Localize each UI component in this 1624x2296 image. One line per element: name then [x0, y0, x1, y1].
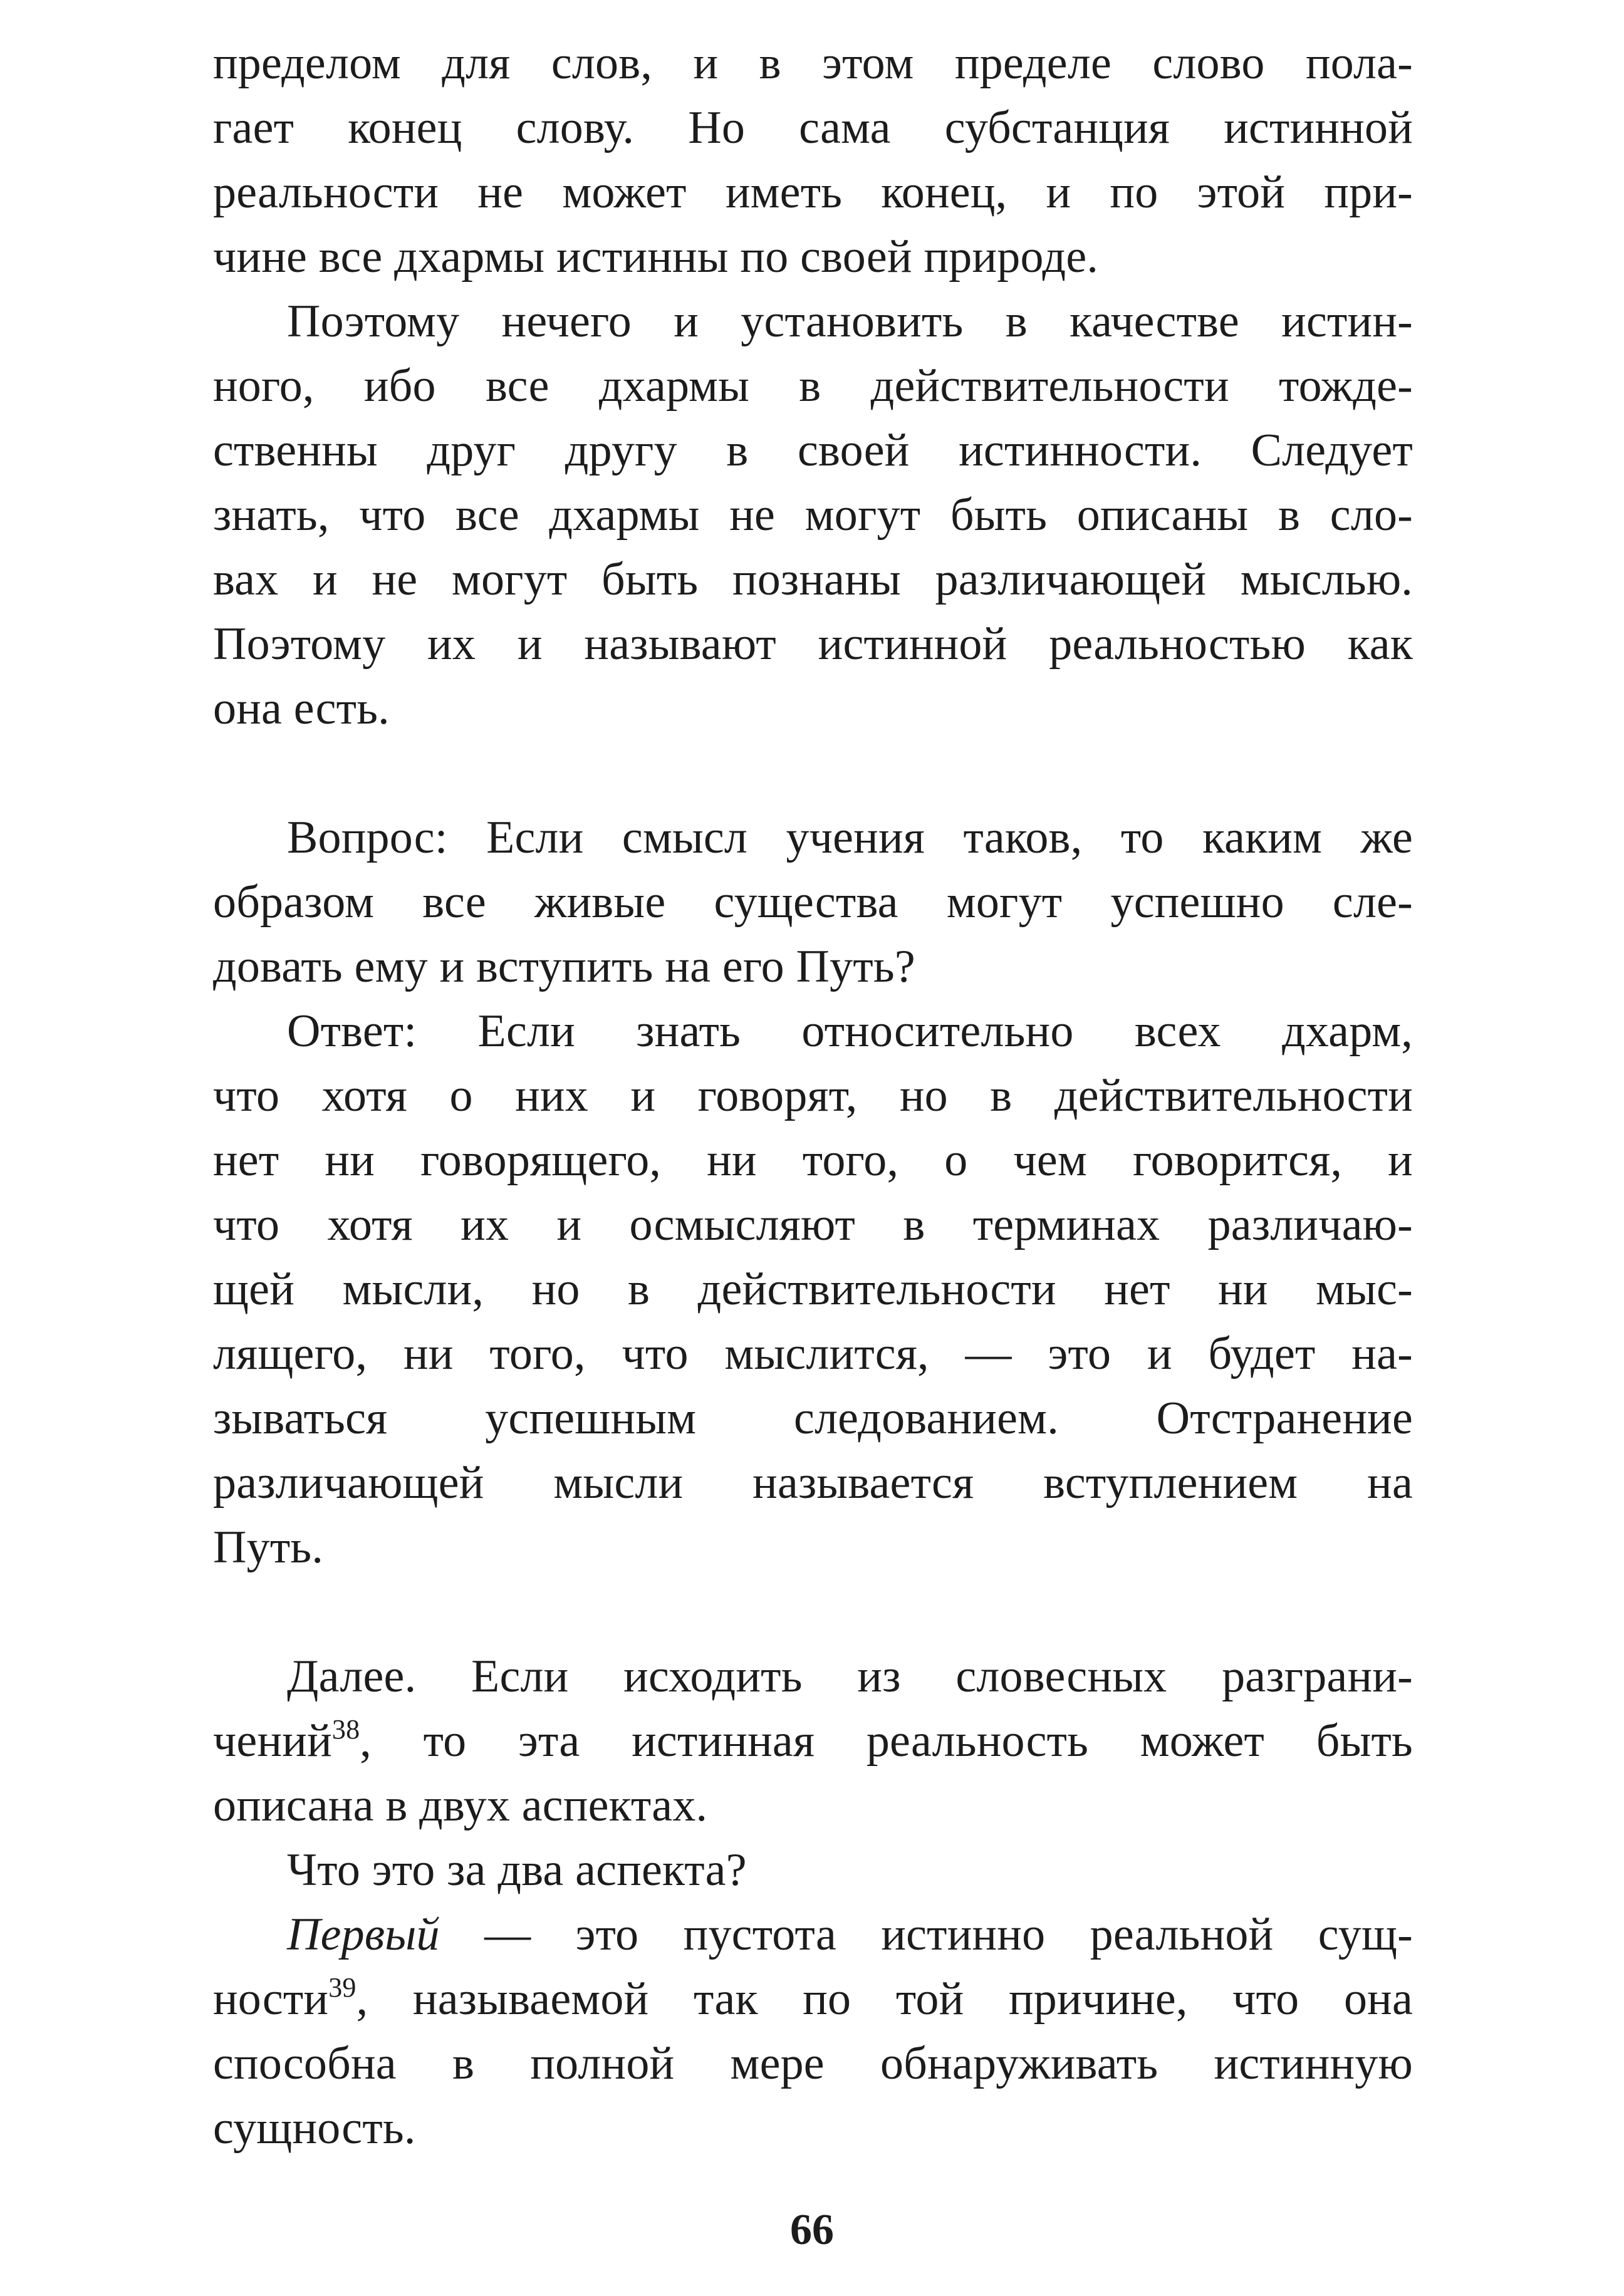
text-line: Далее. Если исходить из словесных разграни-: [287, 1651, 1413, 1702]
text-line: довать ему и вступить на его Путь?: [213, 941, 915, 992]
text-line: нет ни говорящего, ни того, о чем говорится, и: [213, 1135, 1413, 1186]
text-line: сущность.: [213, 2102, 416, 2154]
text-line: что хотя о них и говорят, но в действительности: [213, 1070, 1413, 1121]
paragraph: [213, 1903, 1413, 2161]
text-line: что хотя их и осмысляют в терминах различаю-: [213, 1199, 1413, 1250]
text-line: [213, 1903, 1413, 1967]
text-line: Вопрос: Если смысл учения таков, то каким же: [287, 812, 1413, 863]
text-line: вах и не могут быть познаны различающей мыслью.: [213, 554, 1413, 605]
text-line: различающей мысли называется вступлением на: [213, 1457, 1413, 1509]
text-line: реальности не может иметь конец, и по этой при-: [213, 167, 1413, 218]
paragraph-question: [213, 806, 1413, 999]
text-line: [213, 1709, 1413, 1774]
text-line: образом все живые существа могут успешно сле-: [213, 876, 1413, 928]
text-line: чине все дхармы истинны по своей природе.: [213, 231, 1099, 283]
text-line: лящего, ни того, что мыслится, — это и будет на-: [213, 1328, 1413, 1379]
text-line: зываться успешным следованием. Отстранение: [213, 1393, 1413, 1444]
text-line: знать, что все дхармы не могут быть описаны в сло-: [213, 489, 1413, 541]
text-line: гает конец слову. Но сама субстанция истинной: [213, 102, 1413, 153]
section-gap: [213, 1580, 1413, 1644]
text-line: Ответ: Если знать относительно всех дхарм,: [287, 1005, 1413, 1057]
paragraph: [213, 1644, 1413, 1838]
text-line: [213, 1967, 1413, 2032]
text-fragment: , то эта истинная реальность может быть: [360, 1715, 1413, 1767]
text-fragment: чений: [213, 1715, 332, 1767]
text-fragment: ности: [213, 1973, 329, 2025]
text-fragment: — это пустота истинно реальной сущ-: [439, 1909, 1413, 1960]
text-line: ного, ибо все дхармы в действительности тожде-: [213, 360, 1413, 412]
text-line: ственны друг другу в своей истинности. Следует: [213, 425, 1413, 476]
text-line: Поэтому их и называют истинной реальностью как: [213, 618, 1413, 670]
text-line: описана в двух аспектах.: [213, 1780, 708, 1831]
body-text: [213, 31, 1413, 2161]
paragraph: [213, 289, 1413, 741]
text-fragment: , называемой так по той причине, что она: [356, 1973, 1413, 2025]
paragraph: [213, 31, 1413, 289]
footnote-ref-38[interactable]: 38: [331, 1714, 360, 1745]
text-line: пределом для слов, и в этом пределе слово пола-: [213, 38, 1413, 89]
text-line: она есть.: [213, 683, 390, 734]
paragraph: [213, 1838, 1413, 1903]
text-line: Что это за два аспекта?: [287, 1844, 747, 1896]
text-line: способна в полной мере обнаруживать истинную: [213, 2038, 1413, 2089]
italic-term: Первый: [287, 1909, 440, 1960]
text-line: Поэтому нечего и установить в качестве истин-: [287, 296, 1413, 347]
text-line: Путь.: [213, 1522, 324, 1573]
section-gap: [213, 741, 1413, 806]
text-line: щей мысли, но в действительности нет ни мыс-: [213, 1264, 1413, 1315]
paragraph-answer: [213, 999, 1413, 1580]
page-number: 66: [790, 2206, 834, 2254]
footnote-ref-39[interactable]: 39: [328, 1972, 357, 2003]
